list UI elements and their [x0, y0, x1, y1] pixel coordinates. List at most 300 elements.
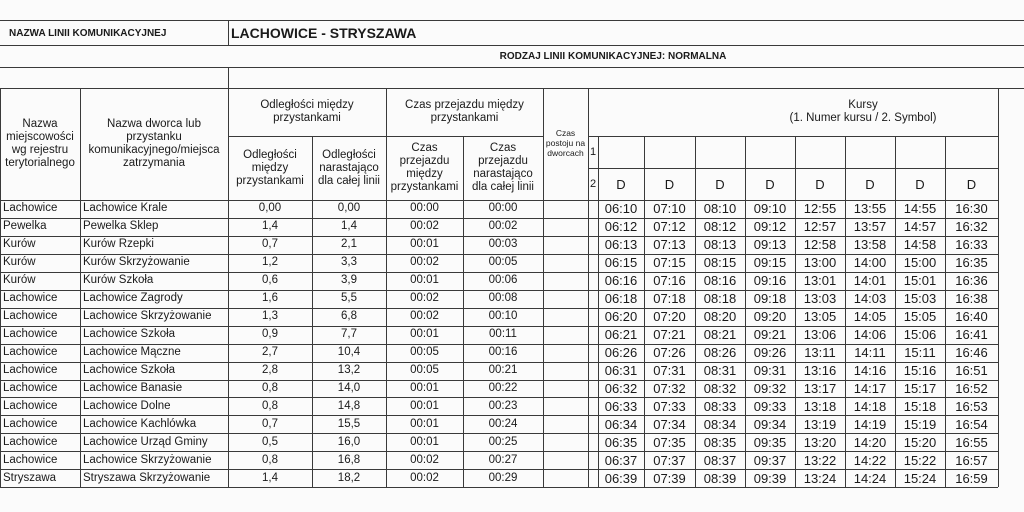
cell-departure-time: 06:12	[604, 219, 638, 235]
cell-departure-time: 07:35	[653, 434, 686, 450]
cell-departure-time: 06:21	[604, 327, 638, 343]
cell-departure-time: 13:20	[803, 434, 837, 450]
course-symbol: D	[664, 176, 675, 192]
grid-line	[80, 88, 81, 487]
cell-departure-time: 06:35	[604, 434, 638, 450]
cell-departure-time: 07:39	[653, 470, 686, 486]
grid-line	[0, 272, 998, 273]
cell-departure-time: 09:15	[753, 255, 787, 271]
line-name-value: LACHOWICE - STRYSZAWA	[231, 24, 417, 41]
grid-line	[0, 380, 998, 381]
cell-departure-time: 14:57	[903, 219, 937, 235]
cell-departure-time: 09:18	[753, 291, 787, 307]
cell-distance-cumulative: 6,8	[341, 310, 357, 323]
cell-locality: Lachowice	[3, 453, 58, 466]
cell-departure-time: 15:16	[903, 363, 937, 379]
cell-departure-time: 07:32	[653, 380, 686, 396]
cell-departure-time: 13:55	[853, 201, 887, 217]
cell-departure-time: 16:40	[955, 309, 988, 325]
cell-departure-time: 07:33	[653, 398, 686, 414]
cell-departure-time: 09:31	[753, 363, 787, 379]
cell-departure-time: 14:18	[853, 398, 887, 414]
cell-stop-name: Stryszawa Skrzyżowanie	[83, 471, 211, 484]
cell-departure-time: 14:24	[853, 470, 887, 486]
grid-line	[312, 136, 313, 487]
cell-stop-name: Lachowice Mączne	[83, 346, 181, 359]
cell-departure-time: 13:17	[803, 380, 837, 396]
cell-departure-time: 14:00	[853, 255, 887, 271]
cell-travel-time: 00:01	[410, 435, 439, 448]
grid-line	[543, 88, 544, 487]
grid-line	[0, 451, 998, 452]
cell-departure-time: 07:26	[653, 345, 686, 361]
header-courses-subtitle: (1. Numer kursu / 2. Symbol)	[789, 112, 937, 124]
grid-line	[228, 88, 229, 487]
cell-stop-time	[543, 308, 588, 326]
cell-departure-time: 06:20	[604, 309, 638, 325]
course-symbol: D	[815, 176, 825, 192]
line-type: RODZAJ LINII KOMUNIKACYJNEJ: NORMALNA	[499, 50, 727, 62]
cell-stop-time	[543, 254, 588, 272]
cell-departure-time: 09:10	[753, 201, 787, 217]
cell-stop-name: Lachowice Zagrody	[83, 292, 183, 305]
cell-distance: 0,6	[262, 274, 278, 287]
cell-travel-time: 00:00	[410, 202, 439, 215]
cell-departure-time: 16:33	[955, 237, 988, 253]
cell-distance-cumulative: 1,4	[341, 220, 357, 233]
cell-stop-time	[543, 218, 588, 236]
grid-line	[0, 88, 1, 487]
cell-departure-time: 06:26	[604, 345, 638, 361]
cell-departure-time: 12:58	[803, 237, 837, 253]
course-number	[795, 136, 845, 168]
cell-travel-time: 00:01	[410, 274, 439, 287]
grid-line	[0, 397, 998, 398]
cell-departure-time: 07:10	[653, 201, 686, 217]
cell-distance: 0,8	[262, 453, 278, 466]
header-stop-time: Czas postoju na dworcach	[545, 128, 586, 158]
cell-departure-time: 16:55	[955, 434, 988, 450]
cell-departure-time: 14:20	[853, 434, 887, 450]
cell-departure-time: 08:13	[703, 237, 737, 253]
cell-distance-cumulative: 14,8	[337, 399, 361, 412]
grid-line	[588, 136, 998, 137]
grid-line	[0, 308, 998, 309]
course-number-marker: 1	[589, 145, 597, 158]
grid-line	[0, 67, 1024, 68]
cell-departure-time: 16:41	[955, 327, 988, 343]
cell-departure-time: 06:13	[604, 237, 638, 253]
grid-line	[0, 415, 998, 416]
cell-stop-name: Pewelka Sklep	[83, 220, 159, 233]
grid-line	[0, 254, 998, 255]
cell-departure-time: 13:03	[803, 291, 837, 307]
cell-distance: 1,3	[262, 310, 278, 323]
cell-travel-time: 00:02	[410, 471, 439, 484]
cell-travel-time-cumulative: 00:27	[488, 453, 518, 466]
grid-line	[0, 45, 1024, 46]
cell-departure-time: 08:32	[703, 380, 737, 396]
grid-line	[998, 136, 999, 487]
grid-line	[0, 487, 998, 488]
cell-travel-time-cumulative: 00:24	[488, 417, 518, 430]
cell-departure-time: 08:31	[703, 363, 737, 379]
cell-travel-time-cumulative: 00:06	[488, 274, 518, 287]
cell-departure-time: 13:18	[803, 398, 837, 414]
cell-locality: Kurów	[3, 274, 36, 287]
header-travel-between: Czas przejazdu między przystankami	[390, 142, 459, 193]
grid-line	[695, 136, 696, 487]
cell-distance-cumulative: 14,0	[337, 381, 361, 394]
cell-departure-time: 06:16	[604, 273, 638, 289]
cell-departure-time: 13:00	[803, 255, 837, 271]
course-number	[745, 136, 795, 168]
header-distance-cumulative: Odległości narastająco dla całej linii	[317, 148, 380, 187]
cell-departure-time: 15:06	[903, 327, 937, 343]
course-symbol: D	[865, 176, 875, 192]
cell-stop-time	[543, 433, 588, 451]
cell-departure-time: 09:13	[753, 237, 787, 253]
grid-line	[945, 136, 946, 487]
cell-departure-time: 07:31	[653, 363, 686, 379]
cell-departure-time: 06:31	[604, 363, 638, 379]
cell-stop-name: Kurów Rzepki	[83, 238, 154, 251]
cell-departure-time: 09:12	[753, 219, 787, 235]
course-symbol: D	[966, 176, 977, 192]
cell-departure-time: 14:58	[903, 237, 937, 253]
cell-stop-time	[543, 326, 588, 344]
cell-locality: Stryszawa	[3, 471, 57, 484]
cell-departure-time: 09:34	[753, 416, 787, 432]
header-courses	[588, 88, 998, 136]
cell-travel-time: 00:01	[410, 399, 439, 412]
cell-departure-time: 09:26	[753, 345, 787, 361]
cell-locality: Kurów	[3, 256, 36, 269]
cell-stop-name: Kurów Skrzyżowanie	[83, 256, 190, 269]
cell-travel-time-cumulative: 00:08	[488, 292, 518, 305]
cell-distance-cumulative: 2,1	[341, 238, 357, 251]
line-name-label: NAZWA LINII KOMUNIKACYJNEJ	[9, 27, 167, 39]
grid-line	[845, 136, 846, 487]
cell-departure-time: 13:57	[853, 219, 887, 235]
cell-travel-time: 00:05	[410, 364, 439, 377]
cell-departure-time: 07:37	[653, 452, 686, 468]
cell-departure-time: 07:20	[653, 309, 686, 325]
cell-departure-time: 09:20	[753, 309, 787, 325]
header-distances-group: Odległości między przystankami	[260, 99, 354, 124]
cell-distance-cumulative: 13,2	[337, 364, 361, 377]
cell-stop-name: Lachowice Krale	[83, 202, 168, 215]
grid-line	[0, 20, 1024, 21]
cell-departure-time: 07:13	[653, 237, 686, 253]
cell-distance: 0,9	[262, 328, 278, 341]
cell-departure-time: 13:05	[803, 309, 837, 325]
cell-departure-time: 13:22	[803, 452, 837, 468]
cell-stop-name: Lachowice Kachlówka	[83, 417, 197, 430]
grid-line	[998, 88, 999, 136]
grid-line	[588, 88, 589, 487]
cell-distance: 0,5	[262, 435, 278, 448]
cell-distance-cumulative: 5,5	[341, 292, 357, 305]
course-symbol: D	[616, 176, 626, 192]
cell-stop-name: Lachowice Skrzyżowanie	[83, 453, 212, 466]
cell-distance: 1,2	[262, 256, 278, 269]
cell-travel-time: 00:02	[410, 292, 439, 305]
cell-stop-name: Lachowice Szkoła	[83, 328, 176, 341]
cell-departure-time: 06:37	[604, 452, 638, 468]
grid-line	[0, 218, 998, 219]
cell-departure-time: 06:32	[604, 380, 638, 396]
cell-locality: Lachowice	[3, 364, 58, 377]
cell-locality: Lachowice	[3, 202, 58, 215]
cell-travel-time: 00:01	[410, 417, 439, 430]
header-travel-cumulative: Czas przejazdu narastająco dla całej linii	[471, 142, 534, 193]
cell-departure-time: 15:03	[903, 291, 937, 307]
cell-stop-name: Kurów Szkoła	[83, 274, 154, 287]
cell-locality: Pewelka	[3, 220, 47, 233]
cell-locality: Lachowice	[3, 399, 58, 412]
grid-line	[228, 20, 229, 45]
course-number	[845, 136, 895, 168]
cell-stop-time	[543, 469, 588, 487]
cell-locality: Lachowice	[3, 381, 58, 394]
cell-stop-name: Lachowice Banasie	[83, 381, 183, 394]
cell-departure-time: 15:05	[903, 309, 937, 325]
grid-line	[0, 362, 998, 363]
cell-departure-time: 16:32	[955, 219, 988, 235]
cell-stop-time	[543, 344, 588, 362]
cell-stop-time	[543, 290, 588, 308]
grid-line	[463, 136, 464, 487]
cell-distance: 0,7	[262, 238, 278, 251]
cell-locality: Lachowice	[3, 435, 58, 448]
cell-departure-time: 06:15	[604, 255, 638, 271]
cell-departure-time: 06:34	[604, 416, 638, 432]
cell-stop-time	[543, 415, 588, 433]
cell-departure-time: 16:35	[955, 255, 988, 271]
cell-departure-time: 08:20	[703, 309, 737, 325]
cell-departure-time: 16:30	[955, 201, 988, 217]
cell-departure-time: 08:26	[703, 345, 737, 361]
grid-line	[0, 290, 998, 291]
cell-departure-time: 14:22	[853, 452, 887, 468]
cell-departure-time: 07:12	[653, 219, 686, 235]
cell-stop-time	[543, 362, 588, 380]
grid-line	[0, 236, 998, 237]
cell-locality: Lachowice	[3, 417, 58, 430]
cell-departure-time: 14:19	[853, 416, 887, 432]
cell-distance: 1,4	[262, 471, 278, 484]
cell-distance-cumulative: 10,4	[337, 346, 361, 359]
cell-travel-time: 00:01	[410, 238, 439, 251]
cell-departure-time: 14:11	[854, 345, 886, 361]
cell-departure-time: 15:00	[903, 255, 937, 271]
cell-departure-time: 14:01	[853, 273, 887, 289]
cell-distance: 2,8	[262, 364, 278, 377]
cell-stop-name: Lachowice Urząd Gminy	[83, 435, 208, 448]
course-symbol-marker: 2	[589, 177, 597, 190]
cell-travel-time: 00:01	[410, 381, 439, 394]
course-symbol: D	[915, 176, 925, 192]
cell-departure-time: 16:54	[955, 416, 988, 432]
cell-travel-time: 00:02	[410, 453, 439, 466]
cell-departure-time: 07:15	[653, 255, 686, 271]
header-travel-group: Czas przejazdu między przystankami	[405, 99, 524, 124]
cell-departure-time: 13:01	[803, 273, 837, 289]
grid-line	[588, 168, 998, 169]
cell-departure-time: 13:11	[804, 345, 836, 361]
cell-departure-time: 08:18	[703, 291, 737, 307]
cell-departure-time: 09:33	[753, 398, 787, 414]
cell-distance: 0,8	[262, 381, 278, 394]
cell-departure-time: 06:33	[604, 398, 638, 414]
cell-departure-time: 15:18	[903, 398, 937, 414]
cell-departure-time: 07:21	[653, 327, 686, 343]
cell-distance-cumulative: 18,2	[337, 471, 361, 484]
grid-line	[795, 136, 796, 487]
cell-departure-time: 06:18	[604, 291, 638, 307]
cell-departure-time: 13:19	[803, 416, 837, 432]
cell-departure-time: 09:21	[753, 327, 787, 343]
cell-distance: 0,8	[262, 399, 278, 412]
cell-travel-time: 00:02	[410, 310, 439, 323]
cell-stop-name: Lachowice Dolne	[83, 399, 171, 412]
cell-departure-time: 09:35	[753, 434, 787, 450]
cell-distance-cumulative: 3,9	[341, 274, 357, 287]
cell-departure-time: 08:10	[703, 201, 737, 217]
cell-travel-time: 00:02	[410, 256, 439, 269]
cell-distance-cumulative: 0,00	[337, 202, 361, 215]
cell-departure-time: 16:51	[955, 363, 988, 379]
cell-departure-time: 12:55	[803, 201, 837, 217]
cell-travel-time-cumulative: 00:21	[488, 364, 518, 377]
cell-departure-time: 06:39	[604, 470, 638, 486]
grid-line	[0, 88, 1024, 89]
cell-departure-time: 15:17	[903, 380, 937, 396]
grid-line	[598, 200, 599, 487]
course-symbol: D	[765, 176, 775, 192]
cell-travel-time-cumulative: 00:22	[488, 381, 518, 394]
cell-departure-time: 08:34	[703, 416, 737, 432]
header-courses-title: Kursy	[848, 99, 878, 111]
grid-line	[745, 136, 746, 487]
grid-line	[386, 136, 543, 137]
cell-departure-time: 08:21	[703, 327, 737, 343]
cell-travel-time-cumulative: 00:29	[488, 471, 518, 484]
cell-travel-time-cumulative: 00:25	[488, 435, 518, 448]
cell-departure-time: 14:16	[853, 363, 887, 379]
grid-line	[228, 136, 386, 137]
grid-line	[0, 326, 998, 327]
cell-travel-time-cumulative: 00:05	[488, 256, 518, 269]
cell-departure-time: 09:39	[753, 470, 787, 486]
cell-departure-time: 08:33	[703, 398, 737, 414]
cell-travel-time: 00:01	[410, 328, 439, 341]
cell-departure-time: 07:34	[653, 416, 686, 432]
cell-departure-time: 13:16	[803, 363, 837, 379]
cell-departure-time: 13:58	[853, 237, 887, 253]
grid-line	[386, 88, 387, 487]
cell-departure-time: 15:01	[903, 273, 937, 289]
grid-line	[0, 433, 998, 434]
cell-departure-time: 16:36	[955, 273, 988, 289]
course-number	[945, 136, 998, 168]
cell-distance: 2,7	[262, 346, 278, 359]
cell-travel-time-cumulative: 00:16	[488, 346, 518, 359]
cell-departure-time: 14:06	[853, 327, 887, 343]
grid-line	[598, 136, 599, 200]
cell-departure-time: 16:53	[955, 398, 988, 414]
cell-distance-cumulative: 16,0	[337, 435, 361, 448]
cell-stop-time	[543, 272, 588, 290]
cell-departure-time: 08:35	[703, 434, 737, 450]
cell-distance: 1,4	[262, 220, 278, 233]
cell-departure-time: 16:59	[955, 470, 988, 486]
cell-departure-time: 12:57	[803, 219, 837, 235]
cell-departure-time: 15:22	[903, 452, 937, 468]
cell-departure-time: 16:38	[955, 291, 988, 307]
header-locality: Nazwa miejscowości wg rejestru terytorialnego	[5, 118, 75, 169]
cell-departure-time: 15:24	[903, 470, 937, 486]
cell-departure-time: 15:19	[903, 416, 937, 432]
cell-departure-time: 13:24	[803, 470, 837, 486]
grid-line	[0, 469, 998, 470]
cell-distance-cumulative: 7,7	[341, 328, 357, 341]
cell-departure-time: 13:06	[803, 327, 837, 343]
cell-departure-time: 08:39	[703, 470, 737, 486]
grid-line	[0, 200, 998, 201]
cell-stop-name: Lachowice Szkoła	[83, 364, 176, 377]
cell-departure-time: 08:37	[703, 452, 737, 468]
grid-line	[228, 67, 229, 88]
cell-locality: Lachowice	[3, 310, 58, 323]
cell-stop-time	[543, 236, 588, 254]
cell-distance: 0,7	[262, 417, 278, 430]
cell-departure-time: 09:32	[753, 380, 787, 396]
cell-stop-time	[543, 380, 588, 398]
cell-stop-time	[543, 397, 588, 415]
course-number	[695, 136, 745, 168]
cell-departure-time: 07:16	[653, 273, 686, 289]
cell-stop-time	[543, 451, 588, 469]
header-distance-between: Odległości między przystankami	[236, 148, 304, 187]
cell-departure-time: 06:10	[604, 201, 638, 217]
cell-travel-time: 00:05	[410, 346, 439, 359]
cell-travel-time-cumulative: 00:10	[488, 310, 518, 323]
cell-travel-time-cumulative: 00:02	[488, 220, 518, 233]
cell-distance-cumulative: 16,8	[337, 453, 361, 466]
cell-departure-time: 16:57	[955, 452, 988, 468]
course-symbol: D	[715, 176, 725, 192]
cell-departure-time: 14:17	[853, 380, 887, 396]
cell-departure-time: 14:03	[853, 291, 887, 307]
cell-travel-time-cumulative: 00:23	[488, 399, 518, 412]
cell-departure-time: 09:37	[753, 452, 787, 468]
cell-locality: Lachowice	[3, 328, 58, 341]
cell-travel-time-cumulative: 00:00	[488, 202, 518, 215]
cell-departure-time: 14:05	[853, 309, 887, 325]
cell-stop-name: Lachowice Skrzyżowanie	[83, 310, 212, 323]
cell-departure-time: 16:52	[955, 380, 988, 396]
cell-travel-time-cumulative: 00:11	[489, 328, 517, 341]
cell-departure-time: 16:46	[955, 345, 988, 361]
cell-departure-time: 08:15	[703, 255, 737, 271]
cell-departure-time: 07:18	[653, 291, 686, 307]
header-stop-name: Nazwa dworca lub przystanku komunikacyjnego/miejsca zatrzymania	[88, 118, 220, 169]
cell-departure-time: 08:16	[703, 273, 737, 289]
course-number	[598, 136, 644, 168]
cell-locality: Lachowice	[3, 292, 58, 305]
